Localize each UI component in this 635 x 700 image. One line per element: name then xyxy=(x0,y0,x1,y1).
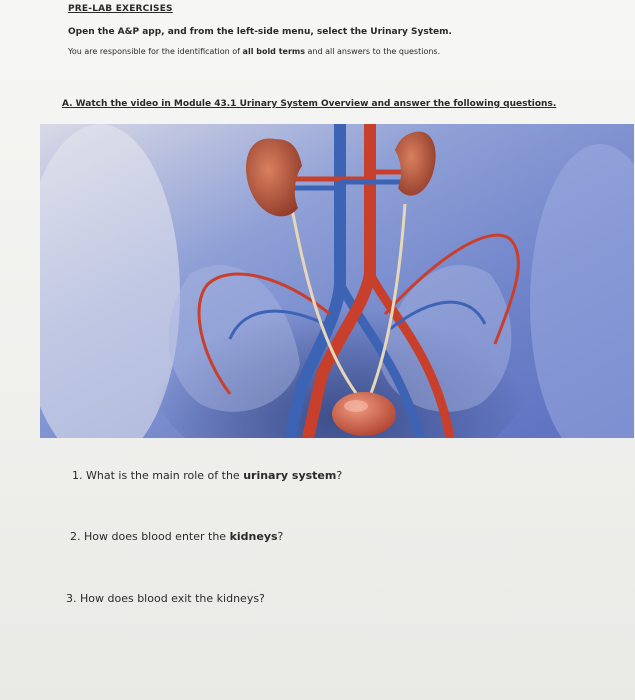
page-title: PRE-LAB EXERCISES xyxy=(68,4,173,14)
question-1-suffix: ? xyxy=(336,469,343,482)
question-1-bold: urinary system xyxy=(243,469,337,482)
question-2-bold: kidneys xyxy=(229,530,278,543)
responsibility-bold: all bold terms xyxy=(242,47,305,56)
responsibility-prefix: You are responsible for the identification of xyxy=(68,47,243,56)
question-2-prefix: 2. How does blood enter the xyxy=(70,530,230,543)
app-instruction: Open the A&P app, and from the left-side menu, select the Urinary System. xyxy=(68,27,452,37)
question-3 xyxy=(66,592,265,605)
responsibility-suffix: and all answers to the questions. xyxy=(304,47,441,56)
question-1 xyxy=(72,469,342,482)
question-2 xyxy=(70,530,283,543)
section-a-title: A. Watch the video in Module 43.1 Urinary System Overview and answer the following questions. xyxy=(62,99,557,109)
question-1-prefix: 1. What is the main role of the xyxy=(72,469,244,482)
urinary-system-illustration xyxy=(40,124,634,438)
question-3-prefix: 3. How does blood exit the kidneys? xyxy=(66,592,265,605)
responsibility-note xyxy=(68,47,440,56)
question-2-suffix: ? xyxy=(277,530,284,543)
